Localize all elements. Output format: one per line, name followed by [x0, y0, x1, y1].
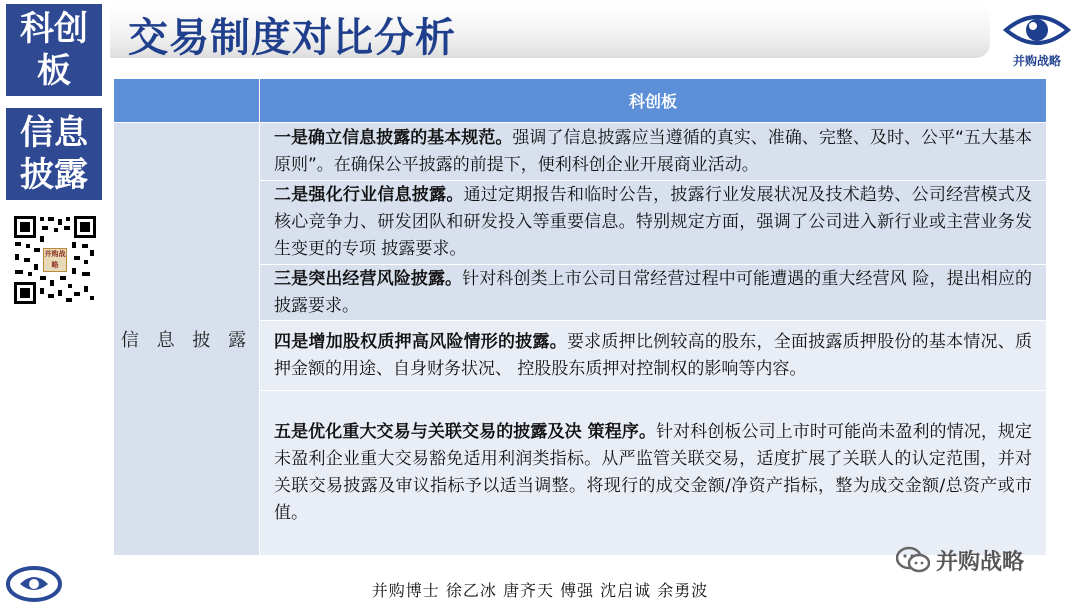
table-cell	[260, 321, 1047, 391]
sidebar-top-text: 科创板	[20, 9, 88, 91]
table-cell	[260, 391, 1047, 556]
table-header-row	[114, 79, 1047, 123]
table-row	[114, 123, 1047, 181]
wechat-account-name: 并购战略	[936, 549, 1025, 575]
cell-body: 要求质押比例较高的股东，全面披露质押股份的基本情况、质押金额的用途、自身财务状况、 控股股东质押对控制权的影响等内容。	[274, 331, 1032, 379]
brand-logo	[1000, 6, 1074, 70]
cell-body: 针对科创板公司上市时可能尚未盈利的情况，规定未盈利企业重大交易豁免适用利润类指标。从严监管关联交易，适度扩展了关联人的认定范围，并对关联交易披露及审议指标予以适当调整。将现行的成交金额/净资产指标，整为成交金额/总资产或市值。	[274, 422, 1033, 523]
sidebar-section-label	[6, 108, 102, 200]
cell-body: 针对科创类上市公司日常经营过程中可能遭遇的重大经营风 险，提出相应的披露要求。	[274, 268, 1033, 316]
qr-center-logo: 并购战略	[43, 248, 67, 272]
cell-lead: 四是增加股权质押高风险情形的披露。	[274, 331, 567, 352]
table-cell	[260, 123, 1047, 181]
table-cell	[260, 181, 1047, 265]
table-header-blank	[114, 79, 260, 123]
wechat-icon	[896, 546, 930, 574]
sidebar-section-text: 信息披露	[20, 113, 88, 195]
cell-lead: 五是优化重大交易与关联交易的披露及决 策程序。	[274, 422, 657, 442]
cell-body: 通过定期报告和临时公告，披露行业发展状况及技术趋势、公司经营模式及核心竞争力、研发团队和研发投入等重要信息。特别规定方面，强调了公司进入新行业或主营业务发生变更的专项 披露要求。	[274, 185, 1033, 259]
cell-lead: 三是突出经营风险披露。	[274, 268, 463, 289]
table-row-label: 信 息 披 露	[114, 123, 260, 556]
page-title: 交易制度对比分析	[128, 15, 456, 61]
brand-logo-text: 并购战略	[1012, 54, 1061, 68]
footer-authors: 并购博士 徐乙冰 唐齐天 傅强 沈启诚 余勇波	[371, 581, 709, 600]
table-cell	[260, 265, 1047, 321]
cell-lead: 二是强化行业信息披露。	[274, 185, 464, 205]
comparison-table	[113, 78, 1047, 556]
sidebar-top-label	[6, 4, 102, 96]
cell-body: 强调了信息披露应当遵循的真实、准确、完整、及时、公平“五大基本原则”。在确保公平披露的前提下，便利科创企业开展商业活动。	[274, 127, 1033, 175]
cell-lead: 一是确立信息披露的基本规范。	[274, 127, 513, 148]
eye-logo-icon	[1000, 6, 1074, 52]
table-column-header: 科创板	[260, 79, 1047, 123]
qr-code-image	[12, 214, 98, 306]
wechat-watermark	[896, 540, 1024, 580]
